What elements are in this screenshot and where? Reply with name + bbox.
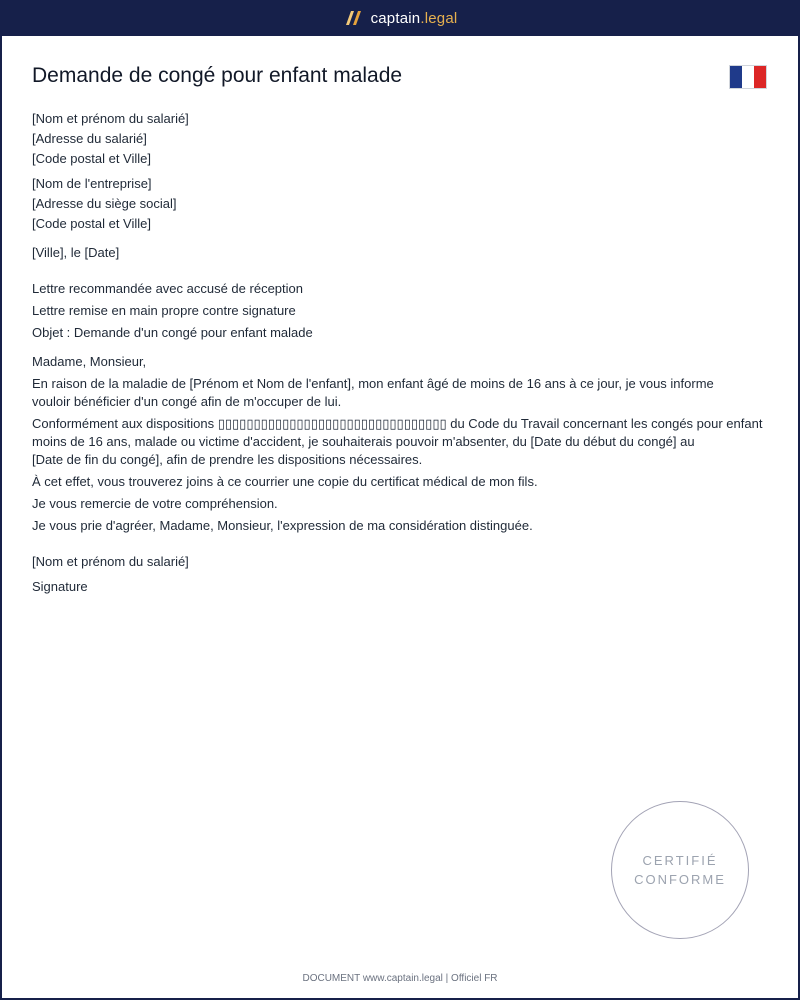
paragraph-reason: En raison de la maladie de [Prénom et Nom de l'enfant], mon enfant âgé de moins de 16 ans à ce jour, je vous informe vouloir bénéficier d'un congé afin de m'occuper de lui. <box>32 376 714 409</box>
stamp-line-2: CONFORME <box>634 872 726 887</box>
company-city: [Code postal et Ville] <box>32 216 151 231</box>
signature-label: Signature <box>32 579 88 594</box>
employee-address: [Adresse du salarié] <box>32 131 147 146</box>
employee-city: [Code postal et Ville] <box>32 151 151 166</box>
salutation: Madame, Monsieur, <box>32 354 147 369</box>
brand-name: captain.legal <box>370 9 458 27</box>
delivery-method-hand: Lettre remise en main propre contre signature <box>32 303 296 318</box>
top-bar <box>0 0 800 36</box>
delivery-method-registered: Lettre recommandée avec accusé de réception <box>32 281 303 296</box>
paragraph-legal-basis: Conformément aux dispositions ▯▯▯▯▯▯▯▯▯▯▯▯▯▯▯▯▯▯▯▯▯▯▯▯▯▯▯▯▯▯▯▯ du Code du Travail concernant les congés pour enfant moins de 16 ans, malade ou victime d'accident, je souhaiterais pouvoir m'absenter, du [Date du début du congé] au [Date de fin du congé], afin de prendre les dispositions nécessaires. <box>32 416 763 467</box>
signer-name: [Nom et prénom du salarié] <box>32 554 189 569</box>
document-title: Demande de congé pour enfant malade <box>32 64 403 87</box>
paragraph-attachment: À cet effet, vous trouverez joins à ce courrier une copie du certificat médical de mon fils. <box>32 474 538 489</box>
employee-name: [Nom et prénom du salarié] <box>32 111 189 126</box>
company-address: [Adresse du siège social] <box>32 196 177 211</box>
certified-stamp <box>611 801 749 939</box>
place-date: [Ville], le [Date] <box>32 245 120 260</box>
paragraph-closing: Je vous prie d'agréer, Madame, Monsieur, l'expression de ma considération distinguée. <box>32 518 533 533</box>
stamp-line-1: CERTIFIÉ <box>642 853 718 868</box>
paragraph-thanks: Je vous remercie de votre compréhension. <box>32 496 278 511</box>
captain-logo-icon <box>343 10 363 26</box>
subject-line: Objet : Demande d'un congé pour enfant malade <box>32 325 313 340</box>
footer-text: DOCUMENT www.captain.legal | Officiel FR <box>302 973 498 984</box>
france-flag-icon <box>729 65 767 89</box>
brand[interactable] <box>343 10 458 27</box>
company-name: [Nom de l'entreprise] <box>32 176 152 191</box>
